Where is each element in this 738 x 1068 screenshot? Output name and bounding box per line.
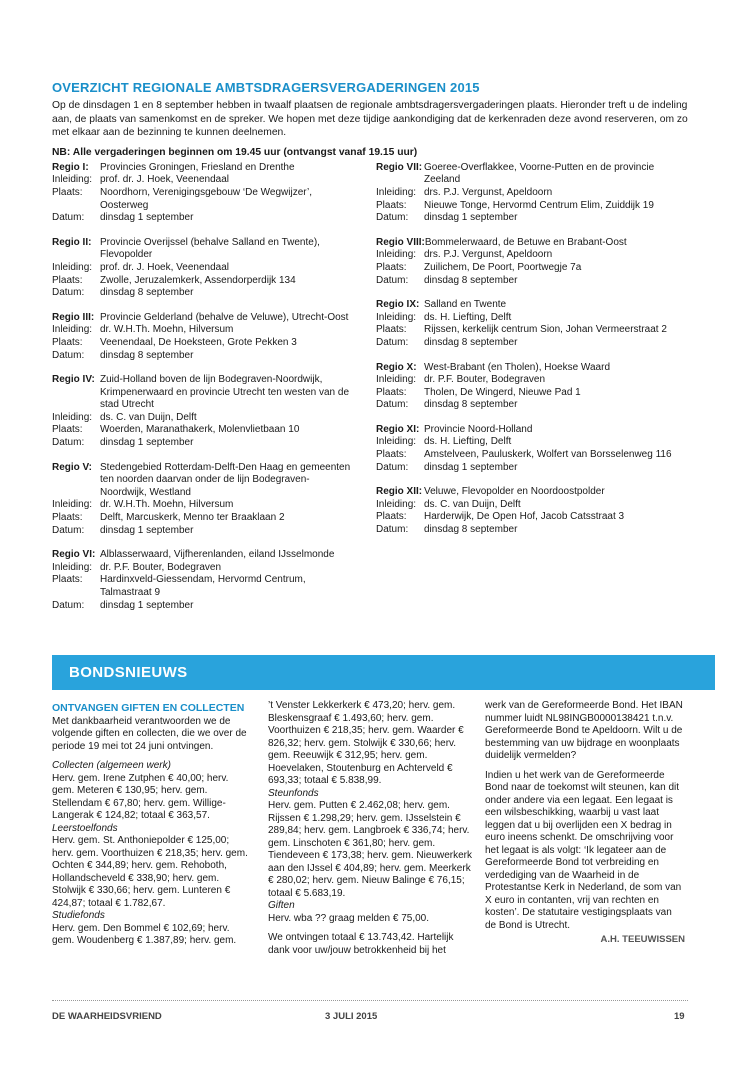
region-area: Zuid-Holland boven de lijn Bodegraven-Noordwijk, Krimpenerwaard en provincie Utrecht ten westen van de stad Utrecht xyxy=(100,374,350,411)
region-row xyxy=(376,524,688,537)
giften-label: Giften xyxy=(268,900,295,911)
region-name: Regio V: xyxy=(52,461,93,473)
region-block xyxy=(376,424,688,474)
region-field-label: Inleiding: xyxy=(52,499,93,511)
region-name: Regio XII: xyxy=(376,486,423,498)
region-area: Bommelerwaard, de Betuwe en Brabant-Oost xyxy=(424,236,627,248)
region-row xyxy=(52,562,352,575)
footer-magazine: DE WAARHEIDSVRIEND xyxy=(52,1011,162,1022)
region-row xyxy=(376,436,688,449)
region-block xyxy=(376,162,688,225)
region-area: Veluwe, Flevopolder en Noordoostpolder xyxy=(424,486,605,498)
region-field-label: Datum: xyxy=(376,212,409,224)
region-date: dinsdag 8 september xyxy=(100,287,194,299)
footer-date: 3 JULI 2015 xyxy=(325,1011,378,1022)
region-date: dinsdag 1 september xyxy=(424,461,518,473)
author-signature: A.H. TEEUWISSEN xyxy=(600,934,685,945)
region-row xyxy=(52,262,352,275)
region-field-label: Datum: xyxy=(376,524,409,536)
region-field-label: Plaats: xyxy=(52,186,83,198)
region-place: Nieuwe Tonge, Hervormd Centrum Elim, Zuiddijk 19 xyxy=(424,199,654,211)
region-date: dinsdag 8 september xyxy=(424,274,518,286)
region-speaker: dr. P.F. Bouter, Bodegraven xyxy=(424,374,546,386)
region-row xyxy=(376,324,688,337)
region-place: Tholen, De Wingerd, Nieuwe Pad 1 xyxy=(424,386,581,398)
news-heading: ONTVANGEN GIFTEN EN COLLECTEN xyxy=(52,702,245,714)
region-row xyxy=(52,324,352,337)
region-speaker: dr. W.H.Th. Moehn, Hilversum xyxy=(100,324,234,336)
region-row xyxy=(52,275,352,288)
region-row xyxy=(376,312,688,325)
region-field-label: Datum: xyxy=(376,274,409,286)
region-speaker: dr. P.F. Bouter, Bodegraven xyxy=(100,561,222,573)
region-name: Regio VIII: xyxy=(376,236,425,248)
region-block xyxy=(52,312,352,362)
region-row xyxy=(376,374,688,387)
region-place: Noordhorn, Verenigingsgebouw ‘De Wegwijzer’, Oosterweg xyxy=(100,186,312,211)
region-area: Alblasserwaard, Vijfherenlanden, eiland IJsselmonde xyxy=(100,549,335,561)
region-row xyxy=(376,299,688,312)
region-block xyxy=(376,299,688,349)
region-date: dinsdag 8 september xyxy=(100,349,194,361)
region-field-label: Inleiding: xyxy=(376,436,417,448)
region-name: Regio III: xyxy=(52,311,95,323)
region-field-label: Inleiding: xyxy=(376,498,417,510)
news-column-3 xyxy=(485,700,685,947)
legaat-text: Indien u het werk van de Gereformeerde Bond naar de toekomst wilt steunen, kan dit onder andere via een legaat. Een legaat is een wilsbeschikking, waarbij u vast laat leggen dat u bij overlijden een X bedrag in euro ineens schenkt. De omschrijving voor het legaat is als volgt: ‘Ik legateer aan de Gereformeerde Bond tot verbreiding en verdediging van de Waarheid in de Protestantse Kerk in Nederland, de som van X euro in contanten, vrij van rechten en kosten’. De statutaire vestigingsplaats van de Bond is Utrecht. xyxy=(485,769,682,931)
region-row xyxy=(376,399,688,412)
region-name: Regio I: xyxy=(52,161,89,173)
region-row xyxy=(52,424,352,437)
steun-text: Herv. gem. Putten € 2.462,08; herv. gem. Rijssen € 1.298,29; herv. gem. IJsselstein € 289,84; herv. gem. Langbroek € 336,74; herv. gem. Linschoten € 361,80; herv. gem. Tiendeveen € 173,38; herv. gem. Nieuwerkerk aan den IJssel € 404,89; herv. gem. Meerkerk € 280,02; herv. gem. Nieuw Balinge € 76,15; totaal € 5.683,19. xyxy=(268,800,472,899)
region-date: dinsdag 1 september xyxy=(424,212,518,224)
leerstoel-label: Leerstoelfonds xyxy=(52,822,118,834)
region-field-label: Datum: xyxy=(52,599,85,611)
region-field-label: Inleiding: xyxy=(52,324,93,336)
region-row xyxy=(52,512,352,525)
region-name: Regio IV: xyxy=(52,374,95,386)
overview-title: OVERZICHT REGIONALE AMBTSDRAGERSVERGADERINGEN 2015 xyxy=(52,80,480,95)
region-field-label: Inleiding: xyxy=(52,174,93,186)
region-field-label: Plaats: xyxy=(376,199,407,211)
region-place: Zwolle, Jeruzalemkerk, Assendorperdijk 134 xyxy=(100,274,296,286)
region-block xyxy=(376,237,688,287)
region-row xyxy=(52,525,352,538)
region-row xyxy=(52,374,352,412)
region-date: dinsdag 1 september xyxy=(100,437,194,449)
footer-page-number: 19 xyxy=(674,1011,685,1022)
region-speaker: drs. P.J. Vergunst, Apeldoorn xyxy=(424,186,553,198)
region-speaker: ds. C. van Duijn, Delft xyxy=(100,411,197,423)
region-date: dinsdag 1 september xyxy=(100,599,194,611)
region-row xyxy=(52,187,352,212)
region-row xyxy=(376,462,688,475)
region-field-label: Plaats: xyxy=(52,574,83,586)
region-field-label: Inleiding: xyxy=(376,311,417,323)
region-date: dinsdag 8 september xyxy=(424,524,518,536)
region-row xyxy=(376,499,688,512)
region-name: Regio XI: xyxy=(376,423,420,435)
footer-divider xyxy=(52,1000,688,1001)
region-field-label: Plaats: xyxy=(376,386,407,398)
studie-continued: ’t Venster Lekkerkerk € 473,20; herv. gem. Bleskensgraaf € 1.493,60; herv. gem. Voorthuizen € 218,35; herv. gem. Waarder € 826,32; herv. gem. Stolwijk € 330,66; herv. gem. Reeuwijk € 312,95; herv. gem. Hoevelaken, Stoutenburg en Achterveld € 693,33; totaal € 5.838,99. xyxy=(268,700,464,786)
region-block xyxy=(52,162,352,225)
region-area: Provincie Gelderland (behalve de Veluwe), Utrecht-Oost xyxy=(100,311,349,323)
overview-nb: NB: Alle vergaderingen beginnen om 19.45 uur (ontvangst vanaf 19.15 uur) xyxy=(52,146,418,158)
region-row xyxy=(376,275,688,288)
region-row xyxy=(376,511,688,524)
region-row xyxy=(52,350,352,363)
region-field-label: Datum: xyxy=(376,336,409,348)
region-row xyxy=(52,574,352,599)
region-speaker: drs. P.J. Vergunst, Apeldoorn xyxy=(424,249,553,261)
region-row xyxy=(376,237,688,250)
region-field-label: Inleiding: xyxy=(52,261,93,273)
region-area: West-Brabant (en Tholen), Hoekse Waard xyxy=(424,361,611,373)
region-field-label: Inleiding: xyxy=(376,186,417,198)
region-area: Goeree-Overflakkee, Voorne-Putten en de provincie Zeeland xyxy=(424,161,655,186)
region-date: dinsdag 8 september xyxy=(424,399,518,411)
region-place: Delft, Marcuskerk, Menno ter Braaklaan 2 xyxy=(100,512,285,524)
region-row xyxy=(376,162,688,187)
region-block xyxy=(52,237,352,300)
studie-label: Studiefonds xyxy=(52,910,105,921)
region-row xyxy=(376,449,688,462)
region-date: dinsdag 8 september xyxy=(424,336,518,348)
regions-left-column xyxy=(52,162,352,624)
region-row xyxy=(52,412,352,425)
region-row xyxy=(376,249,688,262)
studie-text: Herv. gem. Den Bommel € 102,69; herv. gem. Woudenberg € 1.387,89; herv. gem. xyxy=(52,922,237,946)
region-speaker: ds. H. Liefting, Delft xyxy=(424,436,512,448)
region-row xyxy=(376,387,688,400)
region-date: dinsdag 1 september xyxy=(100,524,194,536)
region-place: Hardinxveld-Giessendam, Hervormd Centrum, Talmastraat 9 xyxy=(100,574,306,598)
region-area: Stedengebied Rotterdam-Delft-Den Haag en gemeenten ten noorden daarvan onder de lijn Bodegraven-Noordwijk, Westland xyxy=(100,461,351,498)
region-field-label: Datum: xyxy=(52,524,85,536)
region-block xyxy=(376,362,688,412)
region-row xyxy=(376,337,688,350)
region-area: Provincie Noord-Holland xyxy=(424,423,533,435)
region-field-label: Datum: xyxy=(52,287,85,299)
region-field-label: Inleiding: xyxy=(376,374,417,386)
region-name: Regio IX: xyxy=(376,299,420,311)
region-block xyxy=(52,462,352,538)
region-field-label: Datum: xyxy=(52,349,85,361)
band-title: BONDSNIEUWS xyxy=(69,664,188,681)
region-field-label: Plaats: xyxy=(52,512,83,524)
region-field-label: Plaats: xyxy=(376,261,407,273)
collecten-label: Collecten (algemeen werk) xyxy=(52,760,171,771)
region-row xyxy=(376,200,688,213)
region-place: Veenendaal, De Hoeksteen, Grote Pekken 3 xyxy=(100,336,297,348)
region-field-label: Inleiding: xyxy=(52,411,93,423)
region-speaker: prof. dr. J. Hoek, Veenendaal xyxy=(100,261,229,273)
overview-intro: Op de dinsdagen 1 en 8 september hebben in twaalf plaatsen de regionale ambtsdragersvergaderingen plaats. Hieronder treft u de indeling aan, de plaats van samenkomst en de spreker. We hopen met deze tijdige aankondiging dat de kerkenraden deze avond reserveren, om zo met elkaar aan de bezinning te kunnen deelnemen. xyxy=(52,100,688,139)
region-speaker: dr. W.H.Th. Moehn, Hilversum xyxy=(100,499,234,511)
news-column-2 xyxy=(268,700,473,957)
region-name: Regio VI: xyxy=(52,549,96,561)
region-speaker: prof. dr. J. Hoek, Veenendaal xyxy=(100,174,229,186)
region-field-label: Plaats: xyxy=(52,424,83,436)
total-text: We ontvingen totaal € 13.743,42. Hartelijk dank voor uw/jouw betrokkenheid bij het xyxy=(268,932,454,956)
region-field-label: Inleiding: xyxy=(52,561,93,573)
steun-label: Steunfonds xyxy=(268,787,319,799)
regions-list xyxy=(52,162,688,642)
region-row xyxy=(376,187,688,200)
region-row xyxy=(52,237,352,262)
region-place: Zuilichem, De Poort, Poortwegje 7a xyxy=(424,261,582,273)
region-row xyxy=(52,549,352,562)
region-place: Woerden, Maranathakerk, Molenvlietbaan 10 xyxy=(100,424,300,436)
region-row xyxy=(376,424,688,437)
region-name: Regio II: xyxy=(52,236,92,248)
region-row xyxy=(52,462,352,500)
region-speaker: ds. H. Liefting, Delft xyxy=(424,311,512,323)
region-speaker: ds. C. van Duijn, Delft xyxy=(424,498,521,510)
giften-text: Herv. wba ?? graag melden € 75,00. xyxy=(268,912,430,924)
leerstoel-text: Herv. gem. St. Anthoniepolder € 125,00; herv. gem. Voorthuizen € 218,35; herv. gem. Ochten € 344,89; herv. gem. Rehoboth, Hollandscheveld € 338,90; herv. gem. Stolwijk € 330,66; herv. gem. Lunteren € 424,87; totaal € 1.782,67. xyxy=(52,835,248,909)
region-row xyxy=(52,212,352,225)
region-field-label: Plaats: xyxy=(52,336,83,348)
region-date: dinsdag 1 september xyxy=(100,212,194,224)
region-area: Provincie Overijssel (behalve Salland en Twente), Flevopolder xyxy=(100,236,320,261)
overview-section xyxy=(52,80,688,642)
region-field-label: Plaats: xyxy=(376,449,407,461)
region-field-label: Datum: xyxy=(52,212,85,224)
iban-text: werk van de Gereformeerde Bond. Het IBAN nummer luidt NL98INGB0000138421 t.n.v. Gereformeerde Bond te Apeldoorn. Wilt u de bestemming van uw bijdrage en woonplaats duidelijk vermelden? xyxy=(485,700,683,761)
region-place: Amstelveen, Pauluskerk, Wolfert van Borsselenweg 116 xyxy=(424,449,672,461)
region-field-label: Datum: xyxy=(376,399,409,411)
region-row xyxy=(52,337,352,350)
region-row xyxy=(52,437,352,450)
region-field-label: Plaats: xyxy=(376,511,407,523)
region-field-label: Plaats: xyxy=(376,324,407,336)
region-row xyxy=(52,287,352,300)
region-area: Provincies Groningen, Friesland en Drenthe xyxy=(100,161,295,173)
region-block xyxy=(52,549,352,612)
region-row xyxy=(376,212,688,225)
region-row xyxy=(52,312,352,325)
regions-right-column xyxy=(376,162,688,549)
collecten-text: Herv. gem. Irene Zutphen € 40,00; herv. gem. Meteren € 130,95; herv. gem. Stellendam € 67,80; herv. gem. Willige-Langerak € 124,82; totaal € 363,57. xyxy=(52,772,229,821)
region-field-label: Plaats: xyxy=(52,274,83,286)
region-field-label: Datum: xyxy=(376,461,409,473)
section-band xyxy=(52,655,715,690)
region-row xyxy=(52,600,352,613)
region-row xyxy=(376,486,688,499)
news-intro: Met dankbaarheid verantwoorden we de volgende giften en collecten, die we over de periode 19 mei tot 24 juni ontvingen. xyxy=(52,715,247,752)
region-name: Regio X: xyxy=(376,361,417,373)
region-row xyxy=(52,499,352,512)
region-row xyxy=(376,362,688,375)
region-row xyxy=(52,174,352,187)
region-row xyxy=(52,162,352,175)
region-area: Salland en Twente xyxy=(424,299,507,311)
region-row xyxy=(376,262,688,275)
region-field-label: Datum: xyxy=(52,437,85,449)
region-place: Harderwijk, De Open Hof, Jacob Catsstraat 3 xyxy=(424,511,625,523)
region-name: Regio VII: xyxy=(376,161,423,173)
news-column-1 xyxy=(52,700,252,948)
region-block xyxy=(376,486,688,536)
region-block xyxy=(52,374,352,450)
region-place: Rijssen, kerkelijk centrum Sion, Johan Vermeerstraat 2 xyxy=(424,324,667,336)
region-field-label: Inleiding: xyxy=(376,249,417,261)
